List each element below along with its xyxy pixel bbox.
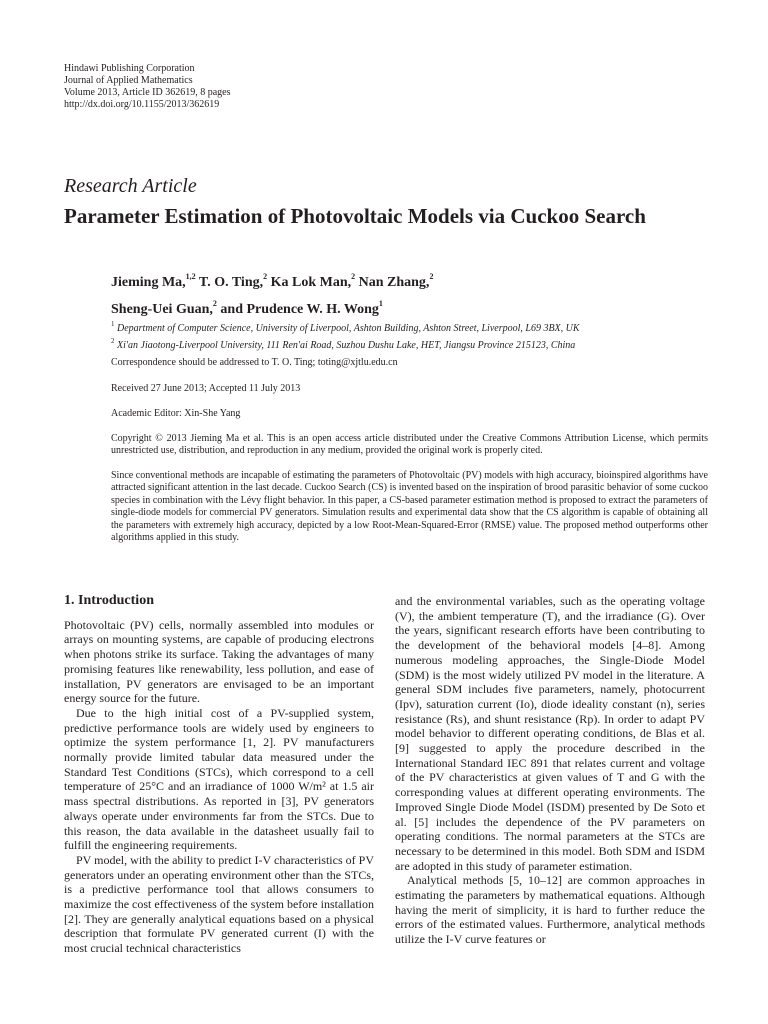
volume-info: Volume 2013, Article ID 362619, 8 pages (64, 87, 231, 98)
author-name: Nan Zhang, (355, 275, 430, 290)
copyright-notice: Copyright © 2013 Jieming Ma et al. This is an open access article distributed under the Creative Commons Attribution License, which permits unrestricted use, distribution, and reproduction in any medium, provided the original work is properly cited. (111, 433, 708, 456)
affiliation-number: 2 (111, 337, 115, 345)
author-affiliation-marker: 1,2 (185, 272, 196, 281)
author-affiliation-marker: 2 (212, 299, 217, 308)
left-column (64, 594, 374, 956)
author-name: and Prudence W. H. Wong (216, 302, 379, 317)
affiliation-number: 1 (111, 320, 115, 328)
journal-header (64, 63, 230, 111)
paragraph: and the environmental variables, such as the operating voltage (V), the ambient temperature (T), and the irradiance (G). Over the years, significant research efforts have been contributing to the development of the behavioral models [4–8]. Among numerous modeling approaches, the Single-Diode Model (SDM) is the most widely utilized PV model in the literature. A general SDM includes five parameters, namely, photocurrent (Ipv), saturation current (Io), diode ideality constant (n), series resistance (Rs), and shunt resistance (Rp). In order to adapt PV model behavior to different operating conditions, de Blas et al. [9] suggested to apply the procedure described in the International Standard IEC 891 that relates current and voltage of the PV characteristics at given values of T and G with the corresponding values at different operating environments. The Improved Single Diode Model (ISDM) presented by De Soto et al. [5] includes the dependence of the PV parameters on operating conditions. The normal parameters at the STCs are necessary to be determined in this model. Both SDM and ISDM are adopted in this study of parameter estimation. (395, 594, 705, 873)
academic-editor: Academic Editor: Xin-She Yang (111, 408, 241, 419)
author-name: Ka Lok Man, (267, 275, 352, 290)
doi-link[interactable]: http://dx.doi.org/10.1155/2013/362619 (64, 99, 220, 110)
author-name: Sheng-Uei Guan, (111, 302, 213, 317)
abstract: Since conventional methods are incapable of estimating the parameters of Photovoltaic (PV) models with high accuracy, bioinspired algorithms have attracted significant attention in the last decade. Cuckoo Search (CS) is invented based on the inspiration of brood parasitic behavior of some cuckoo species in combination with the Lévy flight behavior. In this paper, a CS-based parameter estimation method is proposed to extract the parameters of single-diode models for commercial PV generators. Simulation results and experimental data show that the CS algorithm is capable of obtaining all the parameters with extremely high accuracy, depicted by a low Root-Mean-Squared-Error (RMSE) value. The proposed method outperforms other algorithms applied in this study. (111, 470, 708, 544)
paper-title: Parameter Estimation of Photovoltaic Models via Cuckoo Search (64, 204, 646, 228)
affiliations (111, 318, 708, 352)
affiliation-2 (111, 335, 708, 352)
publisher: Hindawi Publishing Corporation (64, 63, 195, 74)
paragraph: PV model, with the ability to predict I-V characteristics of PV generators under an operating environment other than the STCs, is a predictive performance tool that allows consumers to maximize the cost effectiveness of the system before installation [2]. They are generally analytical equations based on a physical description that formulate PV generated current (I) with the most crucial technical characteristics (64, 852, 374, 956)
affiliation-text: Department of Computer Science, University of Liverpool, Ashton Building, Ashton Street, Liverpool, L69 3BX, UK (114, 323, 580, 334)
correspondence: Correspondence should be addressed to T. O. Ting; toting@xjtlu.edu.cn (111, 357, 398, 368)
paragraph: Photovoltaic (PV) cells, normally assembled into modules or arrays on mounting systems, are capable of producing electrons when photons strike its surface. Taking the advantages of many promising features like renewability, less pollution, and ease of installation, PV generators are envisaged to be an important energy source for the future. (64, 617, 374, 706)
author-name: T. O. Ting, (195, 275, 264, 290)
author-line-1 (111, 266, 433, 293)
author-affiliation-marker: 2 (351, 272, 356, 281)
article-type: Research Article (64, 175, 197, 197)
right-column (395, 594, 705, 947)
author-name: Jieming Ma, (111, 275, 186, 290)
author-affiliation-marker: 2 (429, 272, 434, 281)
author-list (111, 266, 433, 320)
author-affiliation-marker: 1 (378, 299, 383, 308)
paragraph: Due to the high initial cost of a PV-supplied system, predictive performance tools are widely used by engineers to optimize the system performance [1, 2]. PV manufacturers normally provide limited tabular data measured under the Standard Test Conditions (STCs), which correspond to a cell temperature of 25°C and an irradiance of 1000 W/m² at 1.5 air mass spectral distributions. As reported in [3], PV generators always operate under environments far from the STCs. Due to this reason, the data available in the datasheet usually fail to fulfill the engineering requirements. (64, 705, 374, 853)
received-date: Received 27 June 2013; Accepted 11 July 2013 (111, 383, 301, 394)
journal-name: Journal of Applied Mathematics (64, 75, 193, 86)
affiliation-1 (111, 318, 708, 335)
section-heading: 1. Introduction (64, 593, 154, 608)
affiliation-text: Xi'an Jiaotong-Liverpool University, 111 Ren'ai Road, Suzhou Dushu Lake, HET, Jiangsu Province 215123, China (114, 340, 576, 351)
paragraph: Analytical methods [5, 10–12] are common approaches in estimating the parameters by mathematical equations. Although having the merit of simplicity, it is hard to further reduce the errors of the estimated values. Furthermore, analytical methods utilize the I-V curve features or (395, 873, 705, 947)
author-line-2 (111, 293, 433, 320)
author-affiliation-marker: 2 (263, 272, 268, 281)
